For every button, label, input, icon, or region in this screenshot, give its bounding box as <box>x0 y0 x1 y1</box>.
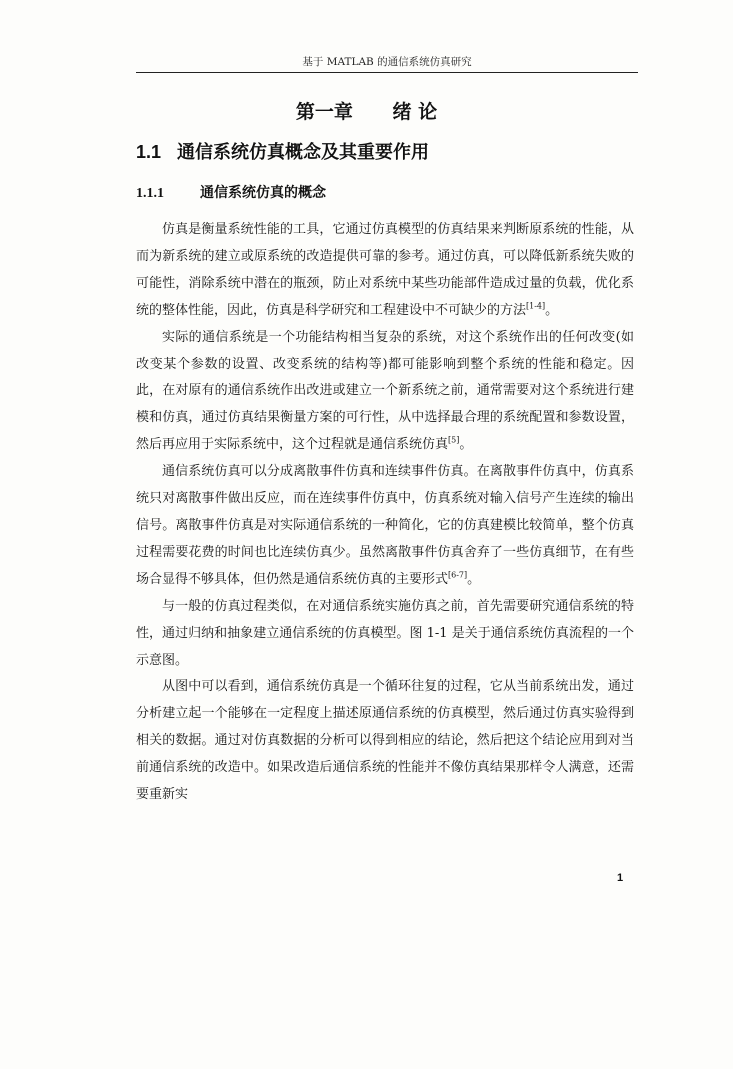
section-number: 1.1 <box>136 142 162 162</box>
paragraph-text: 通信系统仿真可以分成离散事件仿真和连续事件仿真。在离散事件仿真中，仿真系统只对离散事件做出反应，而在连续事件仿真中，仿真系统对输入信号产生连续的输出信号。离散事件仿真是对实际通信系统的一种简化，它的仿真建模比较简单，整个仿真过程需要花费的时间也比连续仿真少。虽然离散事件仿真舍弃了一些仿真细节，在有些场合显得不够具体，但仍然是通信系统仿真的主要形式 <box>136 464 634 587</box>
citation: [6-7] <box>448 570 468 580</box>
paragraph-end: 。 <box>545 302 559 318</box>
section-heading <box>136 140 429 165</box>
paragraph-1 <box>136 217 634 325</box>
paragraph-4 <box>136 594 634 675</box>
chapter-title: 第一章 绪 论 <box>295 101 438 123</box>
paragraph-text: 从图中可以看到，通信系统仿真是一个循环往复的过程，它从当前系统出发，通过分析建立起一个能够在一定程度上描述原通信系统的仿真模型，然后通过仿真实验得到相关的数据。通过对仿真数据的分析可以得到相应的结论，然后把这个结论应用到对当前通信系统的改造中。如果改造后通信系统的性能并不像仿真结果那样令人满意，还需要重新实 <box>136 679 634 803</box>
paragraph-text: 与一般的仿真过程类似，在对通信系统实施仿真之前，首先需要研究通信系统的特性，通过归纳和抽象建立通信系统的仿真模型。图 1-1 是关于通信系统仿真流程的一个示意图。 <box>136 598 634 668</box>
paragraph-5 <box>136 674 634 809</box>
paragraph-end: 。 <box>459 437 473 453</box>
citation: [1-4] <box>526 301 546 311</box>
subsection-heading <box>136 183 326 204</box>
paragraph-3 <box>136 459 634 594</box>
paragraph-2 <box>136 325 634 460</box>
page-number: 1 <box>617 872 624 884</box>
header-rule <box>136 72 638 73</box>
subsection-title: 通信系统仿真的概念 <box>200 185 326 201</box>
paragraph-text: 实际的通信系统是一个功能结构相当复杂的系统，对这个系统作出的任何改变(如改变某个参数的设置、改变系统的结构等)都可能影响到整个系统的性能和稳定。因此，在对原有的通信系统作出改进或建立一个新系统之前，通常需要对这个系统进行建模和仿真，通过仿真结果衡量方案的可行性，从中选择最合理的系统配置和参数设置，然后再应用于实际系统中，这个过程就是通信系统仿真 <box>136 329 634 453</box>
paragraph-end: 。 <box>467 571 481 587</box>
citation: [5] <box>448 435 460 445</box>
section-title: 通信系统仿真概念及其重要作用 <box>177 142 430 163</box>
running-header: 基于 MATLAB 的通信系统仿真研究 <box>302 56 472 68</box>
body-text <box>136 217 634 809</box>
subsection-number: 1.1.1 <box>136 186 164 201</box>
paragraph-text: 仿真是衡量系统性能的工具，它通过仿真模型的仿真结果来判断原系统的性能，从而为新系统的建立或原系统的改造提供可靠的参考。通过仿真，可以降低新系统失败的可能性，消除系统中潜在的瓶颈，防止对系统中某些功能部件造成过量的负载，优化系统的整体性能，因此，仿真是科学研究和工程建设中不可缺少的方法 <box>136 222 634 318</box>
